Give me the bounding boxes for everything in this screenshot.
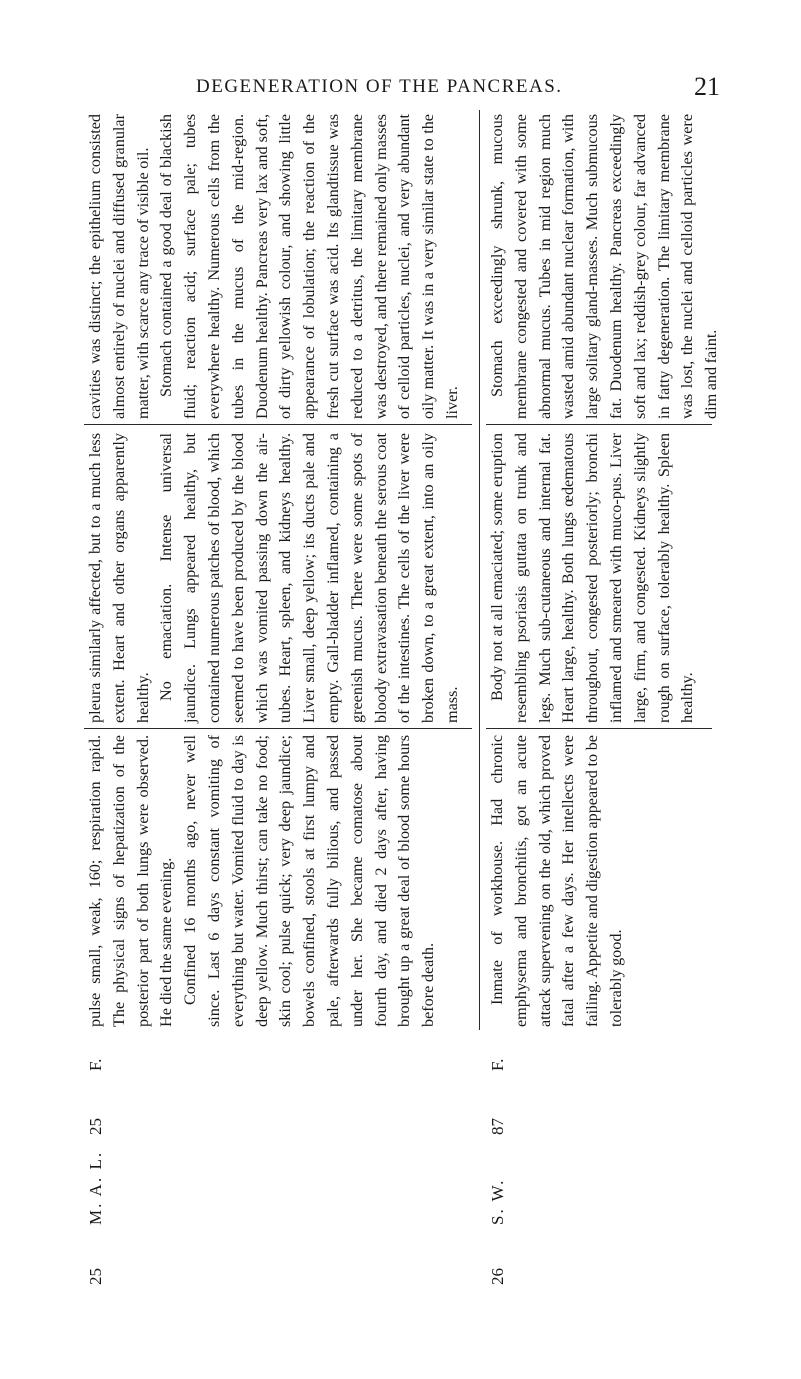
column-divider bbox=[84, 424, 472, 425]
history-paragraph: Inmate of workhouse. Had chronic emphysema and bronchitis, got an acute attack supervening on the old, which proved fatal after a few days. Her intellects were failing. Appetite and digestion appeared to be tolerably good. bbox=[488, 735, 625, 1027]
postmortem-paragraph: pleura similarly affected, but to a much less extent. Heart and other organs apparently healthy. bbox=[86, 433, 152, 723]
history-paragraph: pulse small, weak, 160; respiration rapid. The physical signs of hepatization of the posterior part of both lungs were observed. He died the same evening. bbox=[86, 735, 176, 1027]
case-number: 26 bbox=[488, 1268, 507, 1285]
case-separator bbox=[479, 110, 480, 1030]
patient-initials: S. W. bbox=[488, 1178, 507, 1225]
case-row bbox=[486, 110, 721, 1285]
clinical-history-column bbox=[486, 735, 629, 1027]
postmortem-paragraph: No emaciation. Intense universal jaundice. Lungs appeared healthy, but contained numerous patches of blood, which seemed to have been produced by the blood which was vomited passing down the air-tubes. Heart, spleen, and kidneys healthy. Liver small, deep yellow; its ducts pale and empty. Gall-bladder inflamed, containing a greenish mucus. There were some spots of bloody extravasation beneath the serous coat of the intestines. The cells of the liver were broken down, to a great extent, into an oily mass. bbox=[157, 433, 461, 723]
stomach-paragraph: Stomach contained a good deal of blackish fluid; reaction acid; surface pale; tubes everywhere healthy. Numerous cells from the tubes in the mucus of the mid-region. Duodenum healthy. Pancreas very lax and soft, of dirty yellowish colour, and showing little appearance of lobulation; the reaction of the fresh cut surface was acid. Its glandtissue was reduced to a detritus, the limitary membrane was destroyed, and there remained only masses of celloid particles, nuclei, and very abundant oily matter. It was in a very similar state to the liver. bbox=[157, 114, 461, 419]
post-mortem-column bbox=[486, 433, 700, 723]
stomach-pancreas-column bbox=[486, 114, 724, 419]
running-title: DEGENERATION OF THE PANCREAS. bbox=[196, 76, 563, 97]
case-meta bbox=[84, 1035, 114, 1285]
patient-sex: F. bbox=[488, 1058, 507, 1071]
patient-sex: F. bbox=[86, 1058, 105, 1071]
case-row bbox=[84, 110, 472, 1285]
page-header bbox=[0, 72, 801, 106]
column-divider bbox=[486, 424, 712, 425]
history-paragraph: Confined 16 months ago, never well since. Last 6 days constant vomiting of everything but water. Vomited fluid to day is deep yellow. Much thirst; can take no food; skin cool; pulse quick; very deep jaundice; bowels confined, stools at first lumpy and pale, afterwards fully bilious, and passed under her. She became comatose about fourth day, and died 2 days after, having brought up a great deal of blood some hours before death. bbox=[181, 735, 438, 1027]
patient-age: 25 bbox=[86, 1118, 105, 1135]
postmortem-paragraph: Body not at all emaciated; some eruption resembling psoriasis guttata on trunk and legs. Much sub-cutaneous and internal fat. Heart large, healthy. Both lungs œdematous throughout, congested posteriorly; bronchi inflamed and smeared with muco-pus. Liver large, firm, and congested. Kidneys slightly rough on surface, tolerably healthy. Spleen healthy. bbox=[488, 433, 697, 723]
stomach-pancreas-column bbox=[84, 114, 465, 419]
stomach-paragraph: cavities was distinct; the epithelium consisted almost entirely of nuclei and diffused granular matter, with scarce any trace of visible oil. bbox=[86, 114, 152, 419]
case-number: 25 bbox=[86, 1268, 105, 1285]
case-table bbox=[84, 110, 721, 1285]
patient-initials: M. A. L. bbox=[86, 1150, 105, 1225]
clinical-history-column bbox=[84, 735, 441, 1027]
column-divider bbox=[486, 728, 712, 729]
patient-age: 87 bbox=[488, 1118, 507, 1135]
post-mortem-column bbox=[84, 433, 465, 723]
column-divider bbox=[84, 728, 472, 729]
page-number: 21 bbox=[694, 72, 720, 101]
stomach-paragraph: Stomach exceedingly shrunk, mucous membrane congested and covered with some abnormal mucus. Tubes in mid region much wasted amid abundant nuclear formation, with large solitary gland-masses. Much submucous fat. Duodenum healthy. Pancreas exceedingly soft and lax; reddish-grey colour, far advanced in fatty degeneration. The limitary membrane was lost, the nuclei and celloid particles were dim and faint. bbox=[488, 114, 721, 419]
case-meta bbox=[486, 1035, 516, 1285]
